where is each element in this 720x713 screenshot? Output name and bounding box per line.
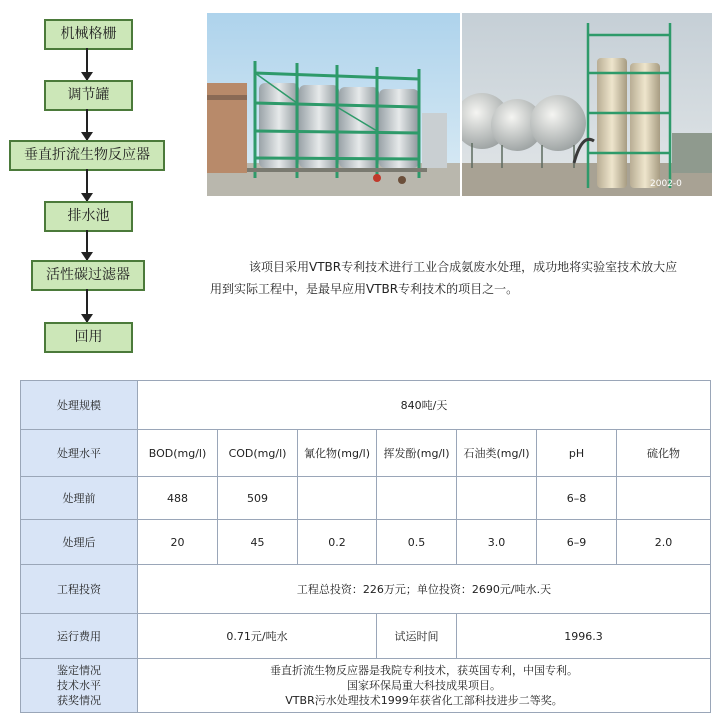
photo-date-stamp: 2002-0: [650, 179, 682, 189]
table-row-investment: [21, 565, 711, 614]
param-sulfide: 硫化物: [617, 430, 711, 477]
label-trial: 试运时间: [377, 614, 457, 659]
param-ph: pH: [537, 430, 617, 477]
project-description: [210, 256, 711, 300]
flow-step-reuse: 回用: [44, 322, 133, 353]
before-oil: [457, 477, 537, 520]
label-before: 处理前: [21, 477, 138, 520]
flow-step-drain-pool: 排水池: [44, 201, 133, 232]
after-cod: 45: [218, 520, 298, 565]
flow-step-regulating-tank: 调节罐: [44, 80, 133, 111]
param-phenol: 挥发酚(mg/l): [377, 430, 457, 477]
value-evaluation: [138, 659, 711, 713]
label-evaluation-2: 技术水平: [57, 679, 101, 692]
after-oil: 3.0: [457, 520, 537, 565]
value-scale: 840吨/天: [138, 381, 711, 430]
after-cyanide: 0.2: [298, 520, 377, 565]
flow-arrow: [86, 230, 88, 260]
table-row-level: [21, 430, 711, 477]
label-after: 处理后: [21, 520, 138, 565]
after-ph: 6–9: [537, 520, 617, 565]
photo-reactor-frame: [207, 13, 460, 196]
before-sulfide: [617, 477, 711, 520]
table-row-after: [21, 520, 711, 565]
flow-step-mechanical-grille: 机械格栅: [44, 19, 133, 50]
before-bod: 488: [138, 477, 218, 520]
photo-tanks-tower: [462, 13, 712, 196]
label-investment: 工程投资: [21, 565, 138, 614]
param-oil: 石油类(mg/l): [457, 430, 537, 477]
description-line-2: 用到实际工程中，是最早应用VTBR专利技术的项目之一。: [210, 282, 519, 296]
flow-arrow: [86, 109, 88, 140]
table-row-evaluation: [21, 659, 711, 713]
value-trial: 1996.3: [457, 614, 711, 659]
after-phenol: 0.5: [377, 520, 457, 565]
treatment-data-table: [20, 380, 711, 713]
evaluation-line-1: 垂直折流生物反应器是我院专利技术，获英国专利，中国专利。: [270, 664, 578, 677]
flow-arrow: [86, 48, 88, 80]
evaluation-line-3: VTBR污水处理技术1999年获省化工部科技进步二等奖。: [285, 694, 563, 707]
table-row-scale: [21, 381, 711, 430]
label-scale: 处理规模: [21, 381, 138, 430]
label-evaluation: [21, 659, 138, 713]
flow-step-vtbr-reactor: 垂直折流生物反应器: [9, 140, 165, 171]
table-row-before: [21, 477, 711, 520]
label-cost: 运行费用: [21, 614, 138, 659]
after-bod: 20: [138, 520, 218, 565]
before-cod: 509: [218, 477, 298, 520]
param-cod: COD(mg/l): [218, 430, 298, 477]
param-cyanide: 氰化物(mg/l): [298, 430, 377, 477]
label-level: 处理水平: [21, 430, 138, 477]
value-investment: 工程总投资：226万元；单位投资：2690元/吨水.天: [138, 565, 711, 614]
flow-arrow: [86, 169, 88, 201]
label-evaluation-3: 获奖情况: [57, 694, 101, 707]
label-evaluation-1: 鉴定情况: [57, 664, 101, 677]
evaluation-line-2: 国家环保局重大科技成果项目。: [347, 679, 501, 692]
description-line-1: 该项目采用VTBR专利技术进行工业合成氨废水处理，成功地将实验室技术放大应: [249, 260, 678, 274]
before-phenol: [377, 477, 457, 520]
before-ph: 6–8: [537, 477, 617, 520]
flow-arrow: [86, 289, 88, 322]
value-cost: 0.71元/吨水: [138, 614, 377, 659]
table-row-cost: [21, 614, 711, 659]
flow-step-carbon-filter: 活性碳过滤器: [31, 260, 145, 291]
after-sulfide: 2.0: [617, 520, 711, 565]
param-bod: BOD(mg/l): [138, 430, 218, 477]
before-cyanide: [298, 477, 377, 520]
